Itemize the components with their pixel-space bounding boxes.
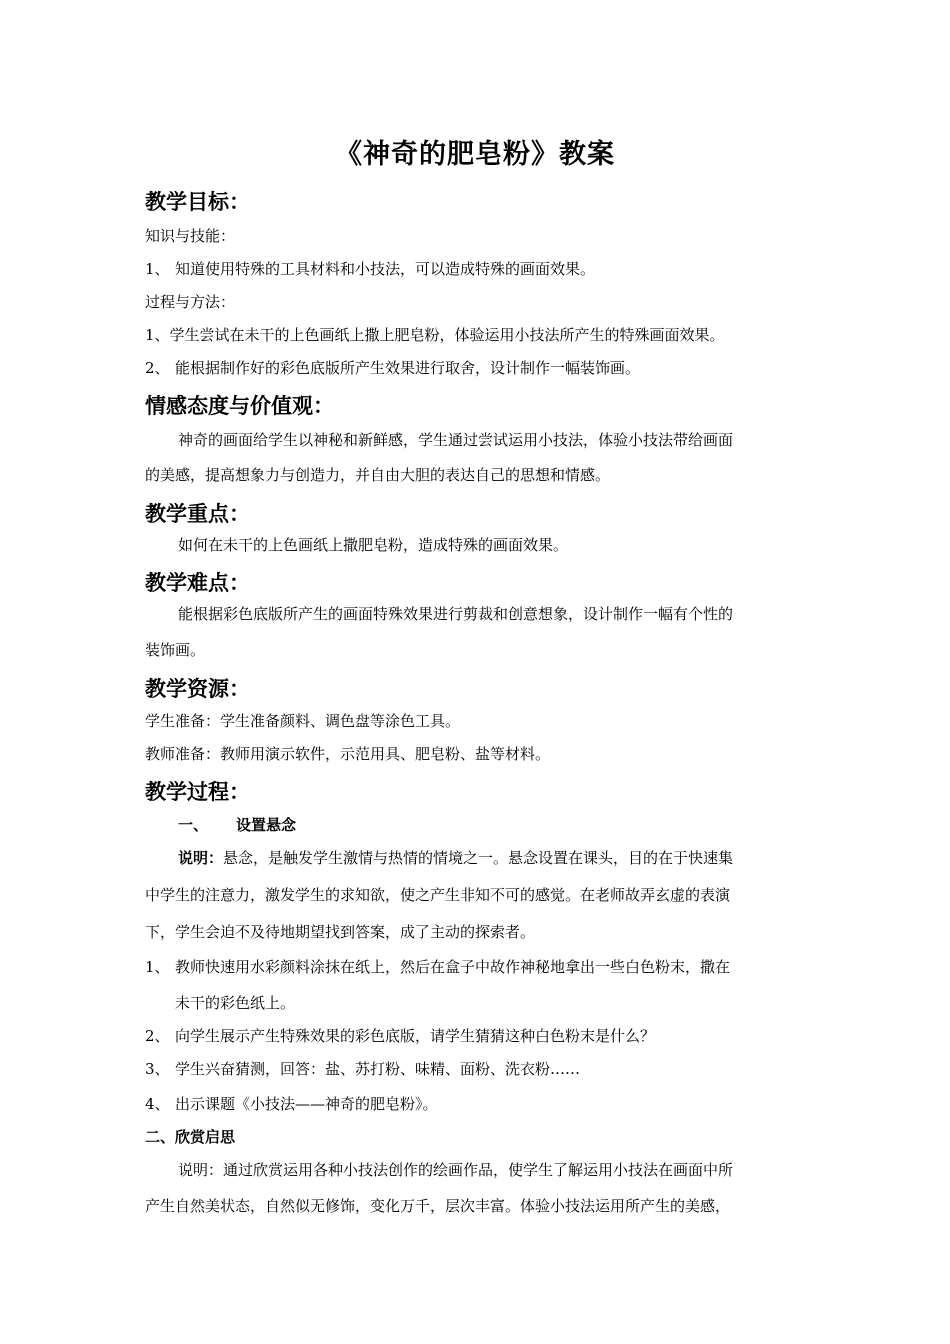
knowledge-item	[145, 259, 595, 279]
section-1-note-line-2: 中学生的注意力，激发学生的求知欲，使之产生非知不可的感觉。在老师故弄玄虚的表演	[145, 886, 731, 904]
list-text: 学生兴奋猜测，回答：盐、苏打粉、味精、面粉、洗衣粉……	[175, 1060, 581, 1078]
note-text: 悬念，是触发学生激情与热情的情境之一。悬念设置在课头，目的在于快速集	[223, 849, 734, 867]
list-text: 教师快速用水彩颜料涂抹在纸上，然后在盒子中故作神秘地拿出一些白色粉末，撒在	[175, 958, 731, 976]
key-point-text: 如何在未干的上色画纸上撒肥皂粉，造成特殊的画面效果。	[178, 536, 569, 554]
section-2-line-2: 产生自然美状态，自然似无修饰，变化万千，层次丰富。体验小技法运用所产生的美感，	[145, 1197, 731, 1215]
heading-emotion: 情感态度与价值观：	[145, 394, 334, 418]
difficulty-line-2: 装饰画。	[145, 641, 206, 659]
section-2-title: 二、欣赏启思	[145, 1128, 236, 1146]
heading-resources: 教学资源：	[145, 677, 250, 701]
list-text: 知道使用特殊的工具材料和小技法，可以造成特殊的画面效果。	[175, 260, 596, 278]
process-item	[145, 358, 640, 378]
list-number: 3、	[145, 1060, 170, 1078]
process-step	[145, 957, 730, 977]
process-step-continuation: 未干的彩色纸上。	[175, 994, 296, 1012]
process-step	[145, 1059, 580, 1079]
list-text: 向学生展示产生特殊效果的彩色底版，请学生猜猜这种白色粉末是什么？	[175, 1027, 656, 1045]
process-step	[145, 1026, 655, 1046]
resource-student: 学生准备：学生准备颜料、调色盘等涂色工具。	[145, 712, 461, 730]
process-label: 过程与方法：	[145, 293, 236, 311]
heading-difficulty: 教学难点：	[145, 571, 250, 595]
process-step	[145, 1094, 438, 1114]
list-text: 出示课题《小技法——神奇的肥皂粉》。	[175, 1095, 438, 1113]
section-2-line-1: 说明：通过欣赏运用各种小技法创作的绘画作品，使学生了解运用小技法在画面中所	[178, 1161, 734, 1179]
section-1-title: 设置悬念	[236, 816, 297, 834]
heading-process: 教学过程：	[145, 780, 250, 804]
list-number: 1、	[145, 260, 170, 278]
emotion-line-1: 神奇的画面给学生以神秘和新鲜感，学生通过尝试运用小技法，体验小技法带给画面	[178, 431, 734, 449]
list-number: 1、	[145, 326, 170, 344]
list-number: 2、	[145, 1027, 170, 1045]
section-1-note-line-1	[178, 848, 733, 868]
list-number: 4、	[145, 1095, 170, 1113]
list-number: 1、	[145, 958, 170, 976]
resource-teacher: 教师准备：教师用演示软件，示范用具、肥皂粉、盐等材料。	[145, 745, 551, 763]
section-1-number: 一、	[178, 816, 209, 834]
heading-objectives: 教学目标：	[145, 190, 250, 214]
difficulty-line-1: 能根据彩色底版所产生的画面特殊效果进行剪裁和创意想象，设计制作一幅有个性的	[178, 605, 734, 623]
note-label: 说明：	[178, 849, 224, 867]
heading-key-point: 教学重点：	[145, 502, 250, 526]
list-number: 2、	[145, 359, 170, 377]
document-title: 《神奇的肥皂粉》教案	[335, 139, 615, 170]
process-item	[145, 325, 725, 345]
section-1-note-line-3: 下，学生会迫不及待地期望找到答案，成了主动的探索者。	[145, 923, 536, 941]
emotion-line-2: 的美感，提高想象力与创造力，并自由大胆的表达自己的思想和情感。	[145, 466, 611, 484]
knowledge-label: 知识与技能：	[145, 227, 236, 245]
list-text: 能根据制作好的彩色底版所产生效果进行取舍，设计制作一幅装饰画。	[175, 359, 641, 377]
list-text: 学生尝试在未干的上色画纸上撒上肥皂粉，体验运用小技法所产生的特殊画面效果。	[169, 326, 725, 344]
